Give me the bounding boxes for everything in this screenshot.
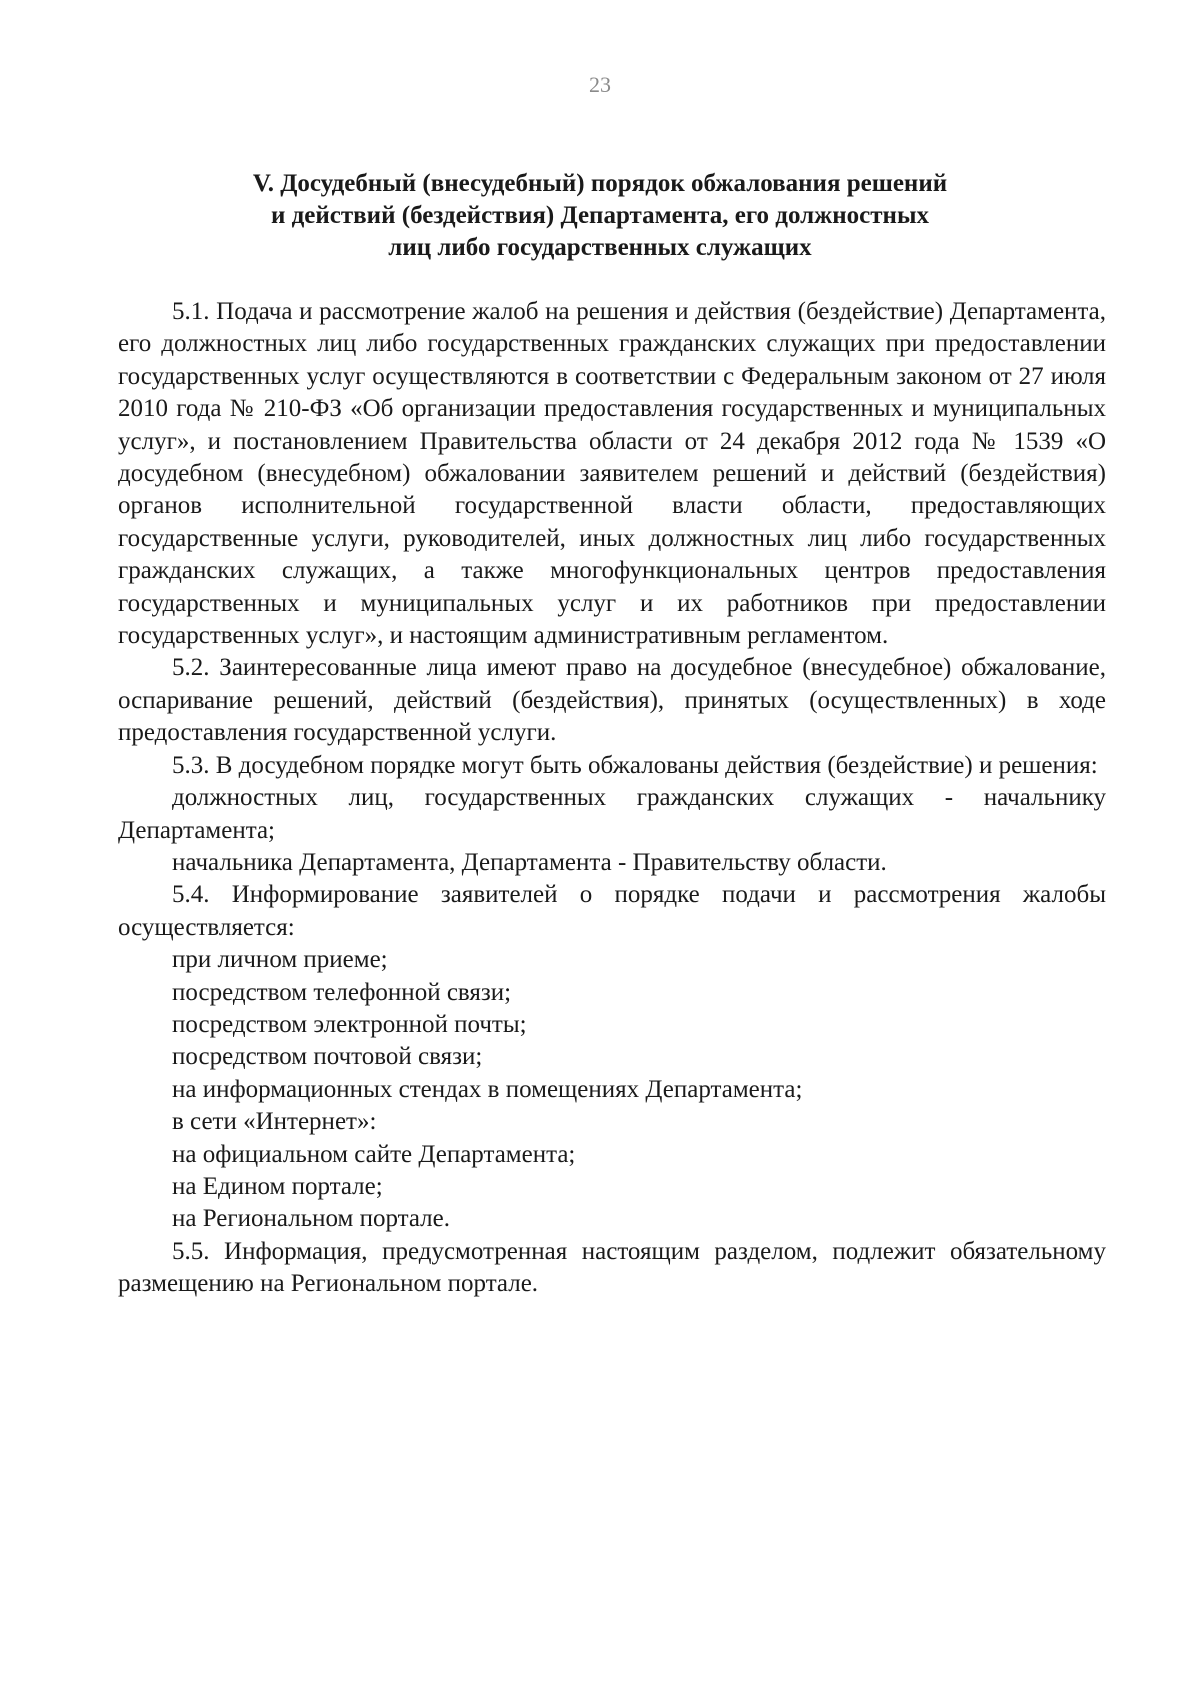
document-body — [118, 296, 1106, 1301]
heading-line-3: лиц либо государственных служащих — [388, 234, 812, 261]
paragraph-5-4-item-9: на Региональном портале. — [172, 1205, 450, 1233]
paragraph-5-4: 5.4. Информирование заявителей о порядке подачи и рассмотрения жалобы осуществляется: — [118, 881, 1106, 941]
section-heading — [160, 168, 1040, 264]
paragraph-5-4-item-7: на официальном сайте Департамента; — [172, 1140, 576, 1168]
paragraph-5-3: 5.3. В досудебном порядке могут быть обжалованы действия (бездействие) и решения: — [172, 751, 1098, 779]
page-number: 23 — [589, 72, 611, 97]
paragraph-5-4-item-1: при личном приеме; — [172, 946, 388, 974]
paragraph-5-4-item-5: на информационных стендах в помещениях Департамента; — [172, 1075, 803, 1103]
paragraph-5-3-item-2: начальника Департамента, Департамента - Правительству области. — [172, 848, 887, 876]
paragraph-5-2: 5.2. Заинтересованные лица имеют право на досудебное (внесудебное) обжалование, оспаривание решений, действий (бездействия), принятых (осуществленных) в ходе предоставления государственной услуги. — [118, 654, 1106, 747]
paragraph-5-3-item-1: должностных лиц, государственных гражданских служащих - начальнику Департамента; — [118, 784, 1106, 844]
paragraph-5-4-item-3: посредством электронной почты; — [172, 1010, 527, 1038]
paragraph-5-5: 5.5. Информация, предусмотренная настоящим разделом, подлежит обязательному размещению на Региональном портале. — [118, 1237, 1106, 1298]
paragraph-5-4-item-8: на Едином портале; — [172, 1172, 383, 1200]
heading-line-2: и действий (бездействия) Департамента, его должностных — [271, 202, 929, 229]
heading-line-1: V. Досудебный (внесудебный) порядок обжалования решений — [252, 170, 948, 197]
paragraph-5-4-item-2: посредством телефонной связи; — [172, 978, 512, 1006]
paragraph-5-4-item-4: посредством почтовой связи; — [172, 1043, 483, 1071]
paragraph-5-1: 5.1. Подача и рассмотрение жалоб на решения и действия (бездействие) Департамента, его должностных лиц либо государственных гражданских служащих при предоставлении государственных услуг осуществляются в соответствии с Федеральным законом от 27 июля 2010 года № 210-ФЗ «Об организации предоставления государственных и муниципальных услуг», и постановлением Правительства области от 24 декабря 2012 года № 1539 «О досудебном (внесудебном) обжаловании заявителем решений и действий (бездействия) органов исполнительной государственной власти области, предоставляющих государственные услуги, руководителей, иных должностных лиц либо государственных гражданских служащих, а также многофункциональных центров предоставления государственных и муниципальных услуг и их работников при предоставлении государственных услуг», и настоящим административным регламентом. — [118, 298, 1106, 650]
paragraph-5-4-item-6: в сети «Интернет»: — [172, 1108, 377, 1136]
